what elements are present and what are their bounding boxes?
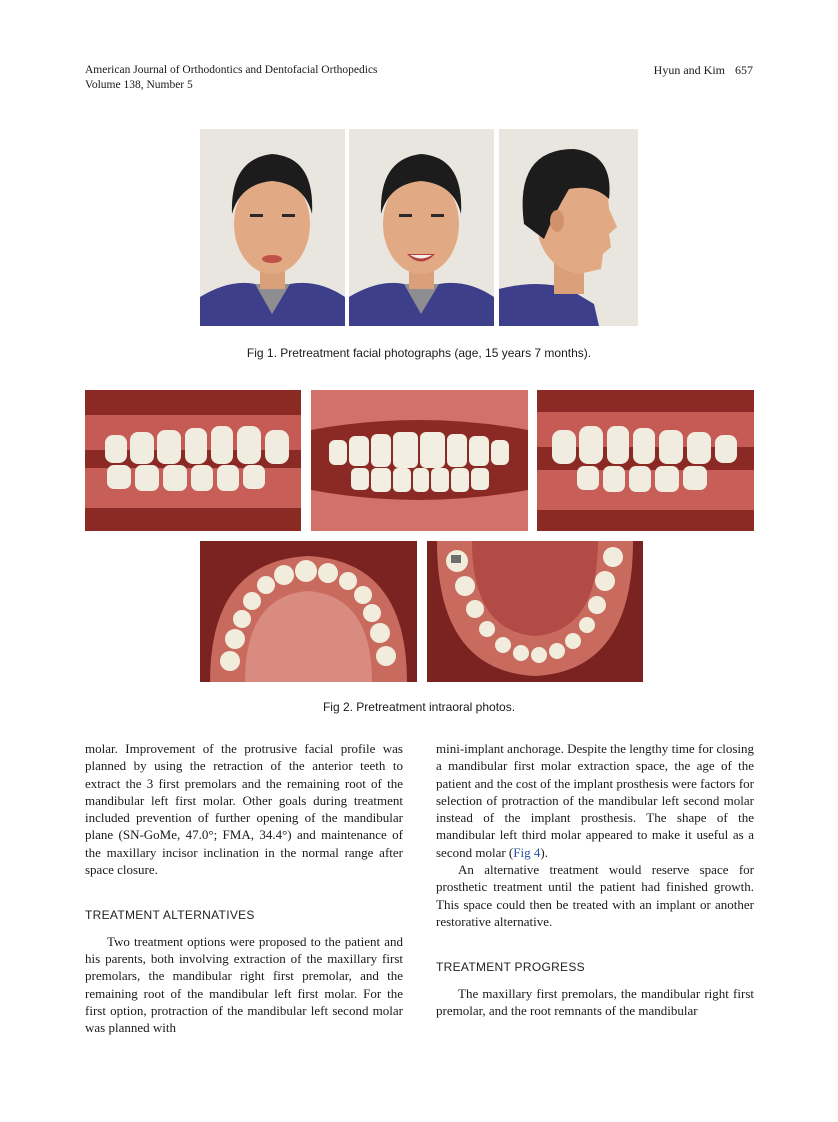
intraoral-photo-left-buccal (537, 390, 754, 531)
figure-1-caption: Fig 1. Pretreatment facial photographs (age, 15 years 7 months). (246, 346, 592, 360)
body-paragraph: The maxillary first premolars, the mandibular right first premolar, and the root remnants of the mandibular (436, 985, 754, 1018)
figure-2-caption: Fig 2. Pretreatment intraoral photos. (322, 700, 516, 714)
intraoral-photo-maxillary-occlusal (200, 541, 417, 682)
section-heading-treatment-progress: TREATMENT PROGRESS (436, 960, 585, 975)
facial-photo-smiling (349, 129, 494, 326)
body-paragraph: molar. Improvement of the protrusive facial profile was planned by using the retraction of the anterior teeth to extract the 3 first premolars and the remaining root of the mandibular left first molar. Other goals during treatment included prevention of further opening of the mandibular plane (SN-GoMe, 47.0°; FMA, 34.4°) and maintenance of the maxillary incisor inclination in the normal range after space closure. (85, 741, 403, 878)
author-names: Hyun and Kim (653, 63, 725, 77)
body-paragraph: Two treatment options were proposed to the patient and his parents, both involving extraction of the maxillary first premolars, the mandibular right first premolar, and the remaining root of the mandibular left first molar. For the first option, protraction of the mandibular left second molar was planned with (85, 933, 403, 1036)
section-heading-treatment-alternatives: TREATMENT ALTERNATIVES (85, 908, 255, 923)
journal-name: American Journal of Orthodontics and Dentofacial Orthopedics (85, 64, 378, 76)
facial-photo-frontal (200, 129, 345, 326)
left-text-column (85, 740, 403, 1036)
intraoral-photo-frontal (311, 390, 528, 531)
right-text-column (436, 740, 754, 1019)
body-paragraph: mini-implant anchorage. Despite the lengthy time for closing a mandibular first molar extraction space, the age of the patient and the cost of the implant prosthesis were factors for selection of protraction of the mandibular left second molar instead of the implant prosthesis. The shape of the mandibular left third molar appeared to make it useful as a second molar (Fig 4). (436, 741, 754, 860)
body-paragraph: An alternative treatment would reserve space for prosthetic treatment until the patient had finished growth. This space could then be treated with an implant or another restorative alternative. (436, 862, 754, 929)
running-header-left (85, 63, 378, 93)
journal-volume: Volume 138, Number 5 (85, 79, 193, 91)
running-header-right (654, 63, 753, 78)
intraoral-photo-mandibular-occlusal (427, 541, 643, 682)
figure-4-link[interactable]: Fig 4 (513, 844, 541, 860)
intraoral-photo-right-buccal (85, 390, 301, 531)
facial-photo-profile (499, 129, 638, 326)
page-number: 657 (735, 63, 753, 77)
